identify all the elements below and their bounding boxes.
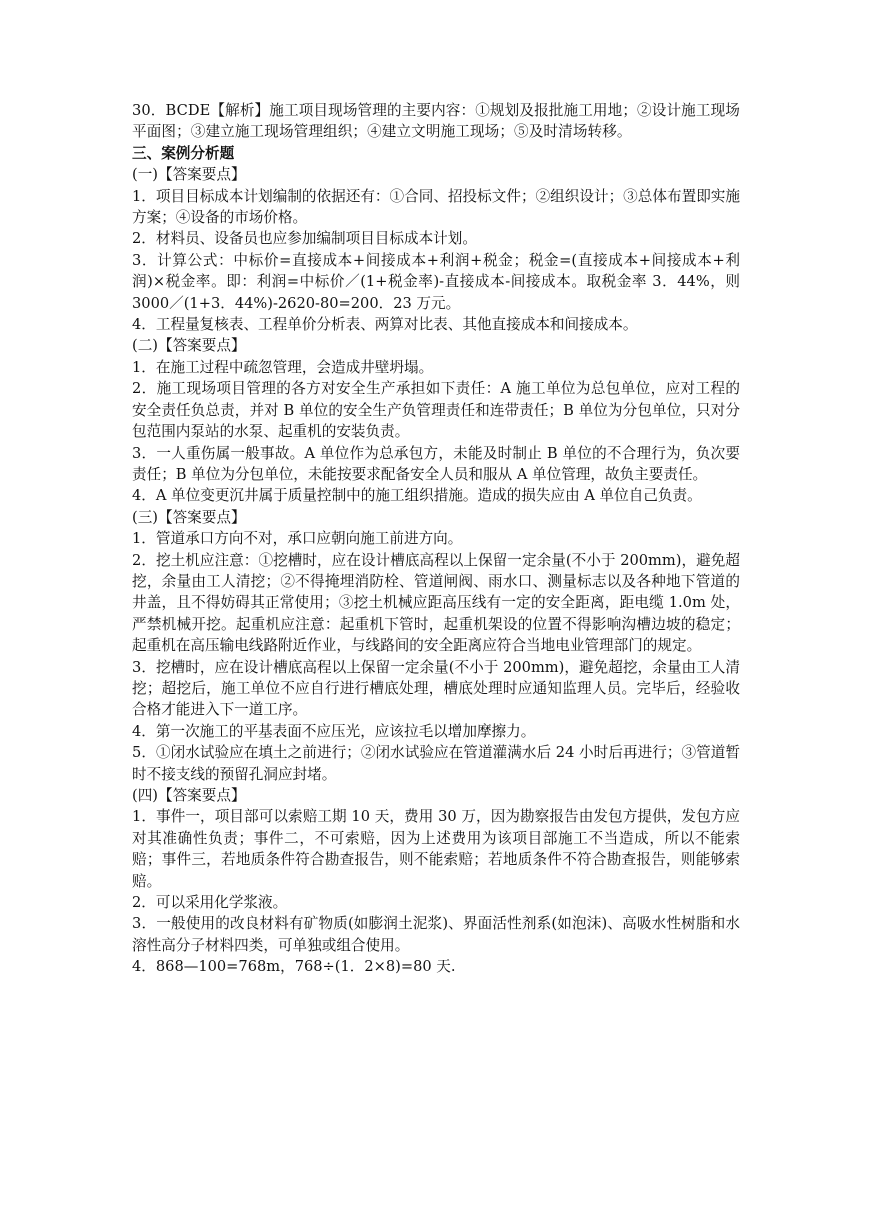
case-4-item-2: 2．可以采用化学浆液。 xyxy=(132,894,288,912)
section-title: 三、案例分析题 xyxy=(132,144,235,162)
case-2-title: (二)【答案要点】 xyxy=(132,337,246,355)
case-1-item-1: 1．项目目标成本计划编制的依据还有：①合同、招投标文件；②组织设计；③总体布置即实施方案；④设备的市场价格。 xyxy=(132,187,740,227)
case-4-item-1: 1．事件一，项目部可以索赔工期 10 天，费用 30 万，因为勘察报告由发包方提供，发包方应对其准确性负责；事件二，不可索赔，因为上述费用为该项目部施工不当造成，所以不能索赔；事件三，若地质条件符合勘查报告，则不能索赔；若地质条件不符合勘查报告，则能够索赔。 xyxy=(132,808,740,890)
case-2-item-2: 2．施工现场项目管理的各方对安全生产承担如下责任：A 施工单位为总包单位，应对工程的安全责任负总责，并对 B 单位的安全生产负管理责任和连带责任；B 单位为分包单位，只对分包范围内泵站的水泵、起重机的安装负责。 xyxy=(132,380,740,441)
case-3-item-1: 1．管道承口方向不对，承口应朝向施工前进方向。 xyxy=(132,530,463,548)
document-page xyxy=(132,100,740,978)
case-3-item-2: 2．挖土机应注意：①挖槽时，应在设计槽底高程以上保留一定余量(不小于 200mm)，避免超挖，余量由工人清挖；②不得掩埋消防栓、管道闸阀、雨水口、测量标志以及各种地下管道的井盖，且不得妨碍其正常使用；③挖土机械应距高压线有一定的安全距离，距电缆 1.0m 处，严禁机械开挖。起重机应注意：起重机下管时，起重机架设的位置不得影响沟槽边坡的稳定；起重机在高压输电线路附近作业，与线路间的安全距离应符合当地电业管理部门的规定。 xyxy=(132,551,740,655)
case-1-item-4: 4．工程量复核表、工程单价分析表、两算对比表、其他直接成本和间接成本。 xyxy=(132,316,638,334)
case-3-item-5: 5．①闭水试验应在填土之前进行；②闭水试验应在管道灌满水后 24 小时后再进行；③管道暂时不接支线的预留孔洞应封堵。 xyxy=(132,744,740,783)
case-2-item-3: 3．一人重伤属一般事故。A 单位作为总承包方，未能及时制止 B 单位的不合理行为，负次要责任；B 单位为分包单位，未能按要求配备安全人员和服从 A 单位管理，故负主要责任。 xyxy=(132,444,740,483)
case-1-title: (一)【答案要点】 xyxy=(132,166,246,184)
case-4-item-4: 4．868—100=768m，768÷(1．2×8)=80 天. xyxy=(132,958,456,976)
case-2-item-4: 4．A 单位变更沉井属于质量控制中的施工组织措施。造成的损失应由 A 单位自己负责。 xyxy=(132,487,702,505)
case-1-item-3: 3．计算公式：中标价=直接成本+间接成本+利润+税金；税金=(直接成本+间接成本+利润)×税金率。即：利润=中标价／(1+税金率)-直接成本-间接成本。取税金率 3．44%，则 3000／(1+3．44%)-2620-80=200．23 万元。 xyxy=(132,251,740,312)
case-3-item-3: 3．挖槽时，应在设计槽底高程以上保留一定余量(不小于 200mm)，避免超挖，余量由工人清挖；超挖后，施工单位不应自行进行槽底处理，槽底处理时应通知监理人员。完毕后，经验收合格才能进入下一道工序。 xyxy=(132,658,740,719)
case-3-item-4: 4．第一次施工的平基表面不应压光，应该拉毛以增加摩擦力。 xyxy=(132,722,536,740)
case-4-title: (四)【答案要点】 xyxy=(132,787,246,804)
case-4-item-3: 3．一般使用的改良材料有矿物质(如膨润土泥浆)、界面活性剂系(如泡沫)、高吸水性树脂和水溶性高分子材料四类，可单独或组合使用。 xyxy=(132,915,740,954)
intro-paragraph: 30．BCDE【解析】施工项目现场管理的主要内容：①规划及报批施工用地；②设计施工现场平面图；③建立施工现场管理组织；④建立文明施工现场；⑤及时清场转移。 xyxy=(132,102,740,141)
case-3-title: (三)【答案要点】 xyxy=(132,508,246,526)
case-2-item-1: 1．在施工过程中疏忽管理，会造成井壁坍塌。 xyxy=(132,358,434,376)
case-1-item-2: 2．材料员、设备员也应参加编制项目目标成本计划。 xyxy=(132,230,477,248)
